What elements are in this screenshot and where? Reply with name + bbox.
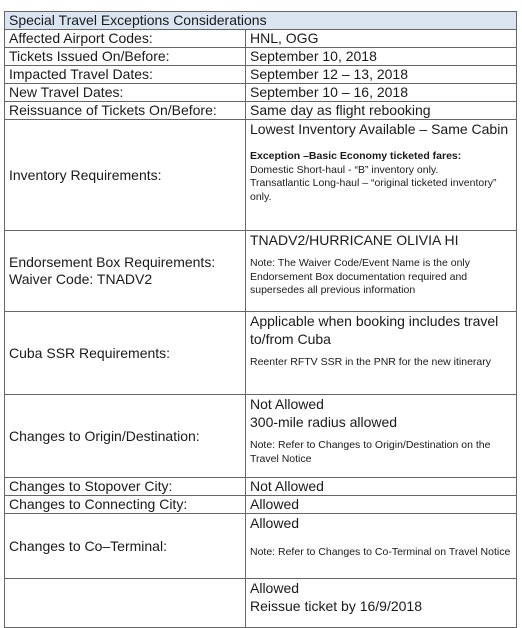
row-value-cell	[246, 579, 517, 628]
row-label: Impacted Travel Dates:	[5, 66, 246, 84]
row-label: Inventory Requirements:	[5, 120, 246, 231]
row-value: Not Allowed	[246, 478, 517, 496]
row-value: September 10, 2018	[246, 48, 517, 66]
row-value-cell	[246, 312, 517, 395]
row-label: Affected Airport Codes:	[5, 30, 246, 48]
table-row	[5, 120, 517, 231]
table-row	[5, 496, 517, 514]
row-label: Changes to Connecting City:	[5, 496, 246, 514]
row-label-cell	[5, 231, 246, 312]
row-value: Allowed	[246, 496, 517, 514]
row-value-cell	[246, 231, 517, 312]
table-row	[5, 48, 517, 66]
table-row	[5, 30, 517, 48]
row-value: HNL, OGG	[246, 30, 517, 48]
row-value: Not Allowed	[250, 396, 324, 412]
row-note: Reenter RFTV SSR in the PNR for the new itinerary	[250, 356, 492, 368]
row-value: TNADV2/HURRICANE OLIVIA HI	[250, 232, 459, 248]
row-value-secondary: 300-mile radius allowed	[250, 414, 398, 430]
row-label-secondary: Waiver Code: TNADV2	[9, 271, 153, 287]
row-label: New Travel Dates:	[5, 84, 246, 102]
row-note: Note: The Waiver Code/Event Name is the only Endorsement Box documentation required and supersedes all previous information	[250, 257, 471, 296]
row-label: Reissuance of Tickets On/Before:	[5, 102, 246, 120]
table-row	[5, 66, 517, 84]
row-note: Note: Refer to Changes to Origin/Destination on the Travel Notice	[250, 439, 491, 465]
table-row	[5, 231, 517, 312]
table-row	[5, 514, 517, 579]
row-label: Changes to Co–Terminal:	[5, 514, 246, 579]
row-value: Allowed	[250, 515, 300, 531]
exception-title: Exception –Basic Economy ticketed fares	[250, 150, 458, 162]
row-label: Tickets Issued On/Before:	[5, 48, 246, 66]
row-value: Lowest Inventory Available – Same Cabin	[250, 121, 509, 137]
row-value: September 10 – 16, 2018	[246, 84, 517, 102]
row-label: Endorsement Box Requirements:	[9, 254, 216, 270]
table-row	[5, 579, 517, 628]
row-label: Changes to Origin/Destination:	[5, 395, 246, 478]
row-value-secondary: Reissue ticket by 16/9/2018	[250, 598, 422, 614]
row-label: Changes to Stopover City:	[5, 478, 246, 496]
row-value: Same day as flight rebooking	[246, 102, 517, 120]
table-title: Special Travel Exceptions Considerations	[5, 12, 517, 30]
exception-line: Domestic Short-haul - “B” inventory only.	[250, 163, 439, 176]
exception-line: Transatlantic Long-haul – “original ticketed inventory” only.	[250, 177, 497, 203]
table-row	[5, 395, 517, 478]
table-header-row	[5, 12, 517, 30]
exception-note: Exception –Basic Economy ticketed fares:	[250, 150, 462, 162]
row-value: Allowed	[250, 580, 300, 596]
row-value: September 12 – 13, 2018	[246, 66, 517, 84]
row-label	[5, 579, 246, 628]
row-note: Note: Refer to Changes to Co-Terminal on Travel Notice	[250, 546, 511, 558]
row-label: Cuba SSR Requirements:	[5, 312, 246, 395]
row-value: Applicable when booking includes travel to/from Cuba	[250, 313, 499, 347]
travel-exceptions-table	[4, 11, 517, 628]
row-value-cell	[246, 514, 517, 579]
table-row	[5, 102, 517, 120]
row-value-cell	[246, 395, 517, 478]
row-value-cell	[246, 120, 517, 231]
table-row	[5, 312, 517, 395]
table-row	[5, 84, 517, 102]
table-row	[5, 478, 517, 496]
